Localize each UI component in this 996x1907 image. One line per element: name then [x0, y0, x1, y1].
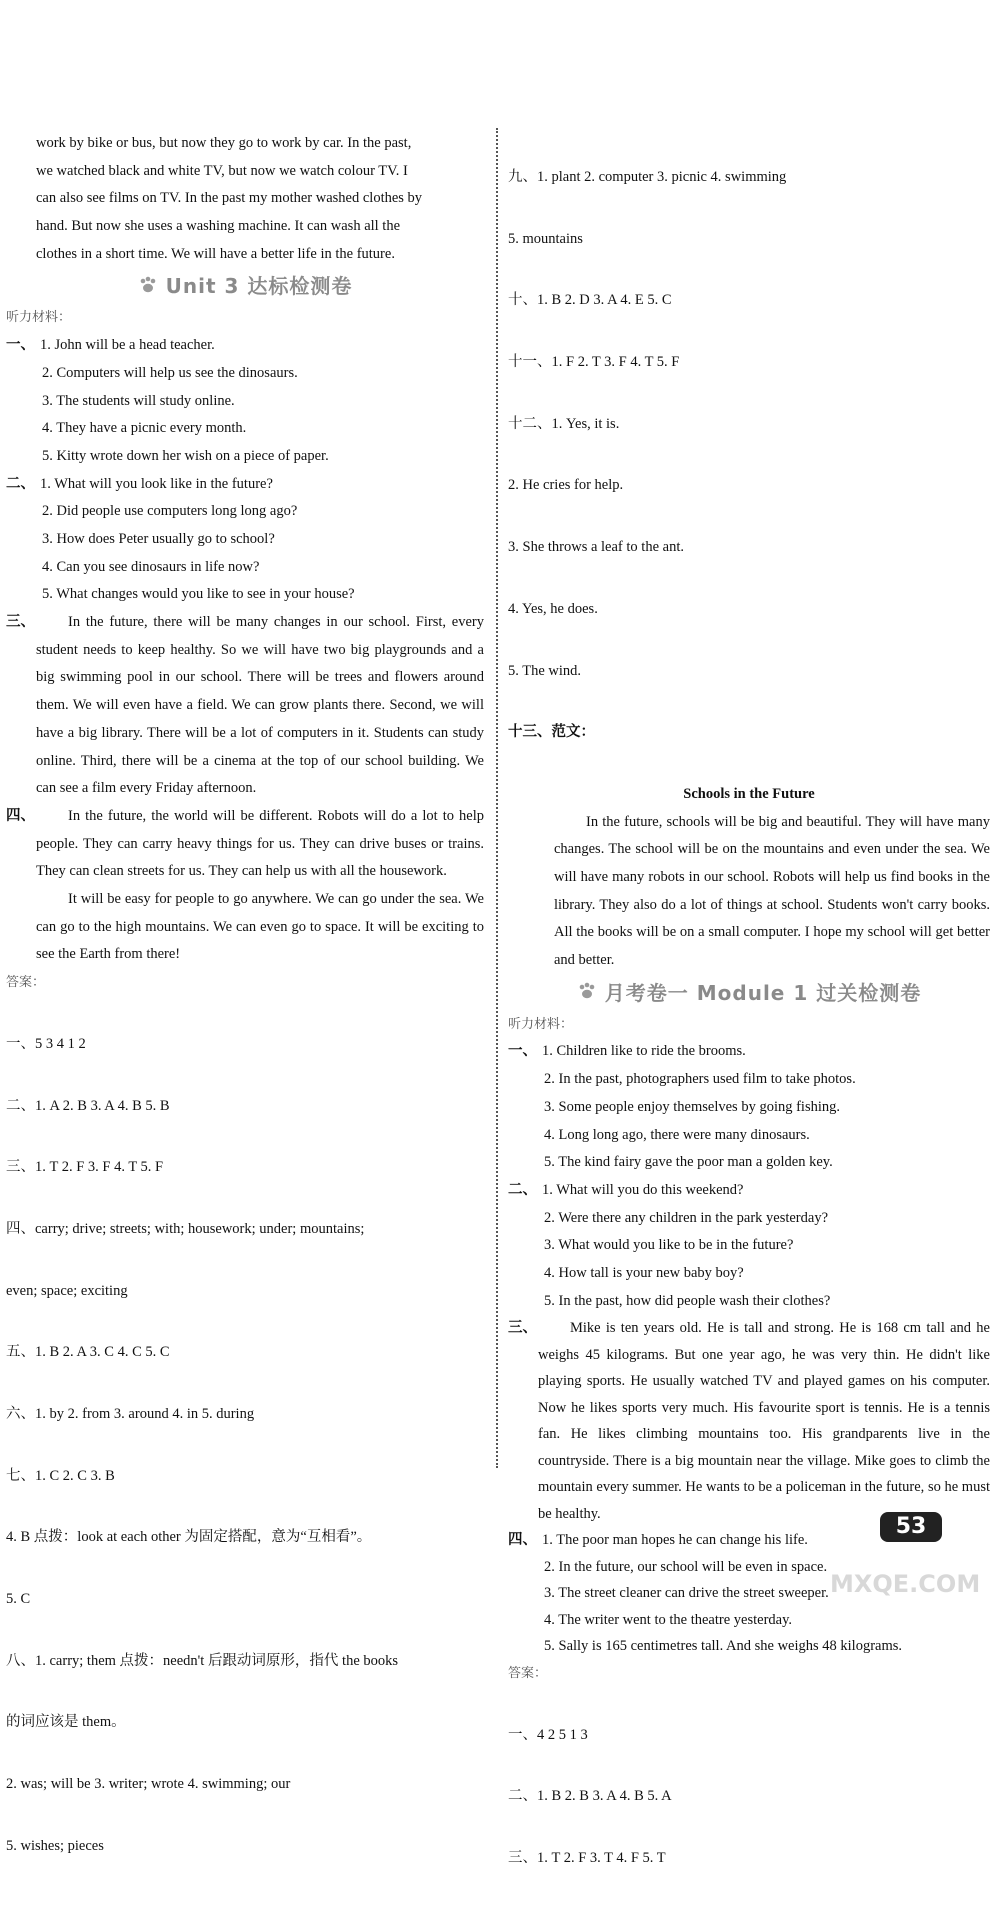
- answer-line: 5. C: [6, 1591, 31, 1608]
- answer-line: 三、1. T 2. F 3. T 4. F 5. T: [508, 1849, 666, 1866]
- text-line: clothes in a short time. We will have a better life in the future.: [36, 245, 395, 262]
- essay-paragraph: In the future, schools will be big and beautiful. They will have many changes. The school will be on the mountains and even under the sea. We will have many robots in our school. Robots will help us find books in the library. They also do a lot of things at school. Students won't carry books. All the books will be on a small computer. I hope my school will get better and better.: [554, 813, 990, 969]
- section-3: [508, 1315, 990, 1527]
- section-4: [6, 803, 484, 969]
- listening-label: 听力材料：: [6, 310, 72, 326]
- answer-line: even; space; exciting: [6, 1282, 128, 1299]
- list-item: 4. The writer went to the theatre yesterday.: [544, 1611, 793, 1628]
- paragraph: In the future, the world will be different. Robots will do a lot to help people. They can carry heavy things for us. They can drive buses or trains. They can clean streets for us. They can help us with all the housework.: [36, 807, 484, 880]
- unit-title-text: Unit 3 达标检测卷: [165, 274, 353, 299]
- answers-continued: [508, 130, 990, 781]
- section-number: 四、: [508, 1532, 537, 1549]
- text-line: work by bike or bus, but now they go to work by car. In the past,: [36, 135, 412, 151]
- section-number: 三、: [508, 1320, 537, 1337]
- watermark-text: MXQE.COM: [830, 1570, 981, 1598]
- answer-line: 三、1. T 2. F 3. F 4. T 5. F: [6, 1159, 164, 1176]
- answer-line: 2. He cries for help.: [508, 477, 624, 494]
- answer-line: 一、5 3 4 1 2: [6, 1035, 86, 1052]
- list-item: 3. What would you like to be in the future?: [544, 1237, 794, 1254]
- module-title-text: 月考卷一 Module 1 过关检测卷: [604, 980, 922, 1005]
- essay-title: Schools in the Future: [683, 785, 815, 802]
- right-column: [508, 130, 990, 1907]
- section-1: [508, 1038, 990, 1176]
- list-item: 1. What will you look like in the future?: [40, 475, 273, 492]
- module-title: [508, 975, 990, 1011]
- answer-line: 八、1. carry; them 点拨：needn't 后跟动词原形，指代 the books: [6, 1652, 399, 1669]
- list-item: 3. The street cleaner can drive the street sweeper.: [544, 1585, 829, 1602]
- paw-icon: [577, 976, 597, 1012]
- list-item: 5. Kitty wrote down her wish on a piece of paper.: [42, 447, 329, 464]
- watermark-logo: [820, 1542, 990, 1598]
- column-divider: [496, 128, 498, 1468]
- list-item: 5. What changes would you like to see in your house?: [42, 586, 355, 603]
- list-item: 2. Were there any children in the park yesterday?: [544, 1209, 829, 1226]
- answer-line: 十二、1. Yes, it is.: [508, 415, 620, 432]
- page-number: 53: [880, 1512, 942, 1542]
- intro-paragraph: [6, 130, 484, 268]
- answers-label: 答案：: [508, 1665, 548, 1681]
- list-item: 5. Sally is 165 centimetres tall. And she weighs 48 kilograms.: [544, 1638, 903, 1655]
- text-line: can also see films on TV. In the past my mother washed clothes by: [36, 190, 423, 207]
- answer-line: 四、carry; drive; streets; with; housework; under; mountains;: [6, 1220, 365, 1237]
- section-number: 一、: [6, 337, 35, 354]
- left-column: [6, 130, 484, 1894]
- section-3: [6, 609, 484, 803]
- text-line: we watched black and white TV, but now we watch colour TV. I: [36, 162, 408, 179]
- text-line: hand. But now she uses a washing machine. It can wash all the: [36, 218, 401, 235]
- list-item: 2. Computers will help us see the dinosaurs.: [42, 364, 298, 381]
- answer-line: 一、4 2 5 1 3: [508, 1726, 588, 1743]
- unit-title: [6, 268, 484, 304]
- answer-line: 五、1. B 2. A 3. C 4. C 5. C: [6, 1344, 170, 1361]
- listening-label: 听力材料：: [508, 1016, 574, 1032]
- section-number: 二、: [6, 475, 35, 492]
- answer-line: 5. wishes; pieces: [6, 1837, 104, 1854]
- answer-line: 4. B 点拨：look at each other 为固定搭配，意为“互相看”。: [6, 1529, 372, 1546]
- answer-line: 十、1. B 2. D 3. A 4. E 5. C: [508, 292, 672, 309]
- list-item: 2. Did people use computers long long ago?: [42, 503, 298, 520]
- answers-label: 答案：: [6, 975, 46, 991]
- answer-line: 的词应该是 them。: [6, 1714, 126, 1731]
- list-item: 5. In the past, how did people wash their clothes?: [544, 1292, 831, 1309]
- paw-icon: [138, 270, 158, 306]
- list-item: 2. In the future, our school will be even in space.: [544, 1558, 828, 1575]
- answer-line: 六、1. by 2. from 3. around 4. in 5. during: [6, 1405, 255, 1422]
- answer-line: 二、1. B 2. B 3. A 4. B 5. A: [508, 1788, 672, 1805]
- list-item: 5. The kind fairy gave the poor man a golden key.: [544, 1154, 833, 1171]
- list-item: 2. In the past, photographers used film to take photos.: [544, 1071, 856, 1088]
- answer-line: 3. She throws a leaf to the ant.: [508, 539, 684, 556]
- section-2: [508, 1177, 990, 1315]
- answers-block: [508, 1688, 990, 1907]
- answer-line: 2. was; will be 3. writer; wrote 4. swimming; our: [6, 1776, 291, 1793]
- list-item: 1. What will you do this weekend?: [542, 1181, 744, 1198]
- section-number: 一、: [508, 1043, 537, 1060]
- list-item: 4. Can you see dinosaurs in life now?: [42, 558, 260, 575]
- section-number: 三、: [6, 614, 35, 630]
- list-item: 3. How does Peter usually go to school?: [42, 530, 275, 547]
- list-item: 4. They have a picnic every month.: [42, 420, 247, 437]
- answer-line: 4. Yes, he does.: [508, 600, 598, 617]
- list-item: 4. How tall is your new baby boy?: [544, 1264, 744, 1281]
- paragraph: In the future, there will be many changes in our school. First, every student needs to keep healthy. So we will have two big playgrounds and a big swimming pool in our school. There will be trees and flowers around them. We will even have a field. We can grow plants there. Second, we will have a big library. There will be a lot of computers in it. Students can study online. Third, there will be a cinema at the top of our school building. We can see a film every Friday afternoon.: [36, 614, 484, 797]
- paragraph: It will be easy for people to go anywhere. We can go under the sea. We can go to the high mountains. We can even go to space. It will be exciting to see the Earth from there!: [36, 891, 484, 963]
- answers-block: [6, 997, 484, 1895]
- answer-line: 九、1. plant 2. computer 3. picnic 4. swimming: [508, 169, 787, 185]
- section-2: [6, 471, 484, 609]
- answer-line: 5. mountains: [508, 230, 583, 247]
- list-item: 1. The poor man hopes he can change his life.: [542, 1532, 808, 1549]
- section-number: 二、: [508, 1181, 537, 1198]
- answer-line: 十三、范文：: [508, 724, 595, 741]
- answer-line: 5. The wind.: [508, 662, 582, 679]
- list-item: 3. Some people enjoy themselves by going fishing.: [544, 1098, 841, 1115]
- list-item: 3. The students will study online.: [42, 392, 235, 409]
- answer-line: 十一、1. F 2. T 3. F 4. T 5. F: [508, 354, 680, 371]
- answer-line: 二、1. A 2. B 3. A 4. B 5. B: [6, 1097, 170, 1114]
- answer-line: 七、1. C 2. C 3. B: [6, 1467, 115, 1484]
- list-item: 4. Long long ago, there were many dinosaurs.: [544, 1126, 810, 1143]
- section-number: 四、: [6, 807, 35, 824]
- section-1: [6, 332, 484, 470]
- paragraph: Mike is ten years old. He is tall and strong. He is 168 cm tall and he weighs 45 kilograms. But one year ago, he was very thin. He didn't like playing sports. He usually watched TV and played games on his computer. Now he likes sports very much. His favourite sport is tennis. He is a tennis fan. He likes climbing mountains too. His grandparents live in the countryside. There is a big mountain near the village. Mike goes to climb the mountain every summer. He wants to be a policeman in the future, so he must be healthy.: [538, 1320, 990, 1522]
- list-item: 1. Children like to ride the brooms.: [542, 1043, 746, 1060]
- list-item: 1. John will be a head teacher.: [40, 337, 215, 354]
